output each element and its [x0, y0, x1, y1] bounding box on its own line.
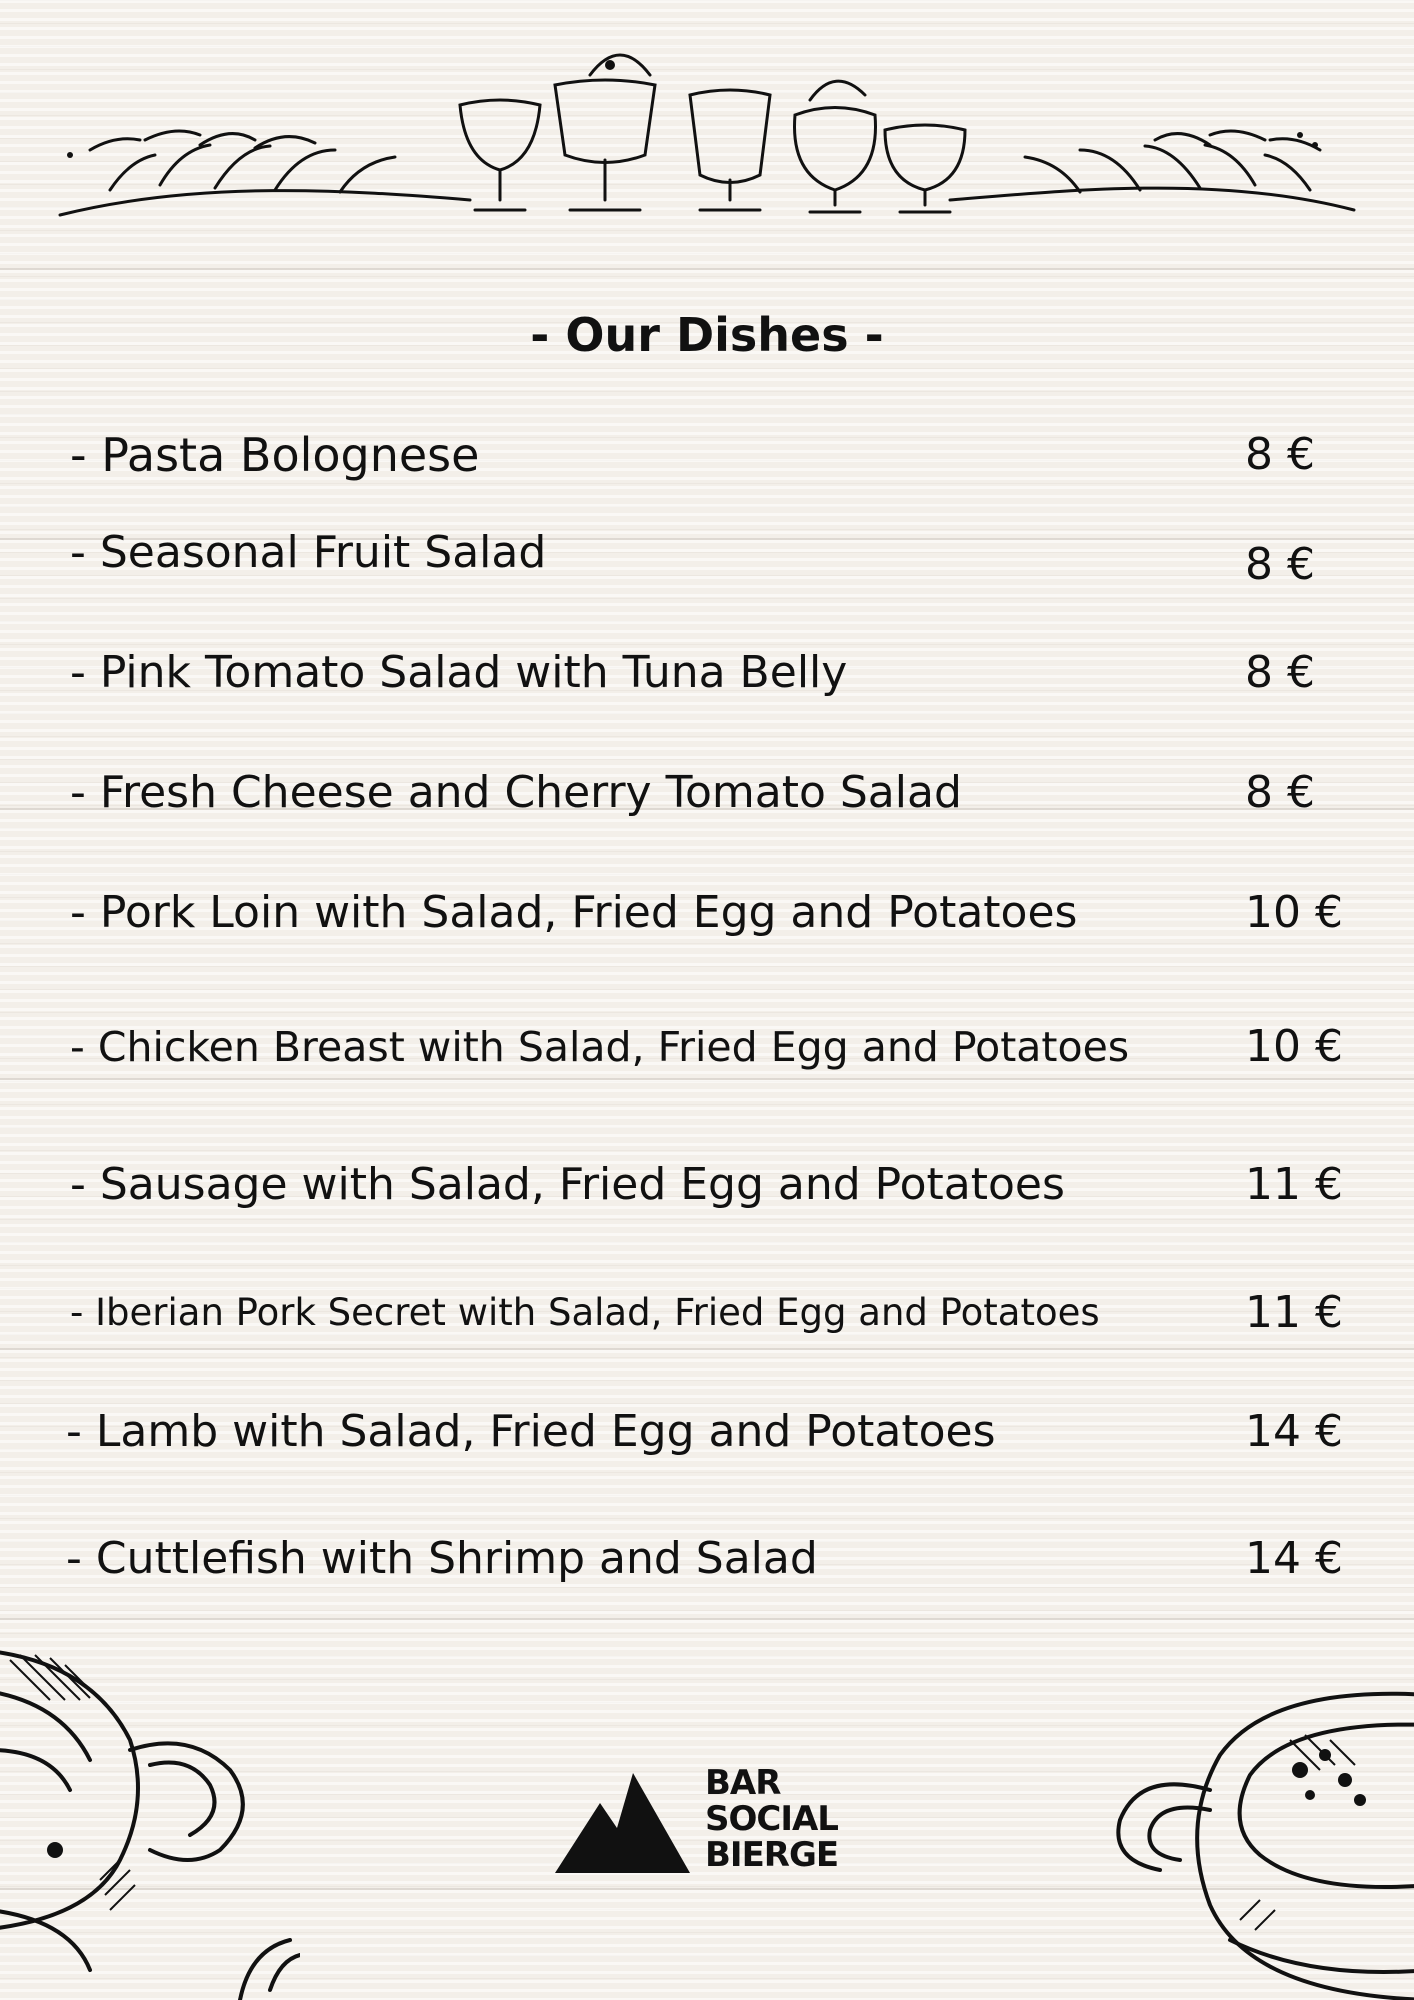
dish-price: 11 €	[1245, 1287, 1343, 1338]
left-leaf-sprigs	[90, 131, 395, 192]
menu-item	[66, 1397, 1350, 1467]
soup-pot-illustration	[0, 1630, 300, 2000]
dish-name: - Iberian Pork Secret with Salad, Fried Egg and Potatoes	[70, 1291, 1100, 1334]
dessert-glasses-illustration	[50, 40, 1364, 240]
dish-price: 14 €	[1245, 1533, 1343, 1584]
dish-price: 8 €	[1245, 767, 1315, 818]
mountain-logo-icon	[555, 1773, 690, 1873]
logo-line-bar: BAR	[705, 1763, 781, 1803]
dish-name: - Sausage with Salad, Fried Egg and Potatoes	[70, 1159, 1065, 1210]
dish-name: - Chicken Breast with Salad, Fried Egg and Potatoes	[70, 1023, 1130, 1071]
dish-price: 8 €	[1245, 647, 1315, 698]
logo-line-bierge: BIERGE	[705, 1835, 839, 1875]
dish-price: 10 €	[1245, 1021, 1343, 1072]
dish-price: 14 €	[1245, 1406, 1343, 1457]
menu-item	[70, 878, 1350, 948]
dish-name: - Cuttlefish with Shrimp and Salad	[66, 1533, 818, 1584]
dish-name: - Fresh Cheese and Cherry Tomato Salad	[70, 767, 962, 818]
page-title: - Our Dishes -	[530, 308, 884, 362]
logo-wordmark	[705, 1765, 838, 1873]
menu-item	[70, 638, 1350, 708]
dish-price: 11 €	[1245, 1159, 1343, 1210]
soup-pot-illustration	[1090, 1680, 1414, 2000]
bar-social-bierge-logo	[555, 1765, 875, 1880]
dish-name: - Seasonal Fruit Salad	[70, 527, 547, 578]
menu-item	[70, 758, 1350, 828]
menu-item	[70, 1150, 1350, 1220]
dish-name: - Lamb with Salad, Fried Egg and Potatoes	[66, 1406, 996, 1457]
right-leaf-sprigs	[1025, 131, 1320, 192]
dish-name: - Pink Tomato Salad with Tuna Belly	[70, 647, 848, 698]
dessert-cups	[460, 55, 965, 212]
menu-item	[70, 518, 1350, 588]
dish-price: 8 €	[1245, 539, 1315, 590]
menu-item	[66, 1524, 1350, 1594]
logo-line-social: SOCIAL	[705, 1799, 838, 1839]
dish-name: - Pasta Bolognese	[70, 428, 480, 482]
menu-item	[70, 1278, 1350, 1348]
menu-item	[70, 420, 1350, 490]
dish-name: - Pork Loin with Salad, Fried Egg and Potatoes	[70, 887, 1078, 938]
dish-price: 8 €	[1245, 429, 1315, 480]
menu-item	[70, 1012, 1350, 1082]
dish-price: 10 €	[1245, 887, 1343, 938]
